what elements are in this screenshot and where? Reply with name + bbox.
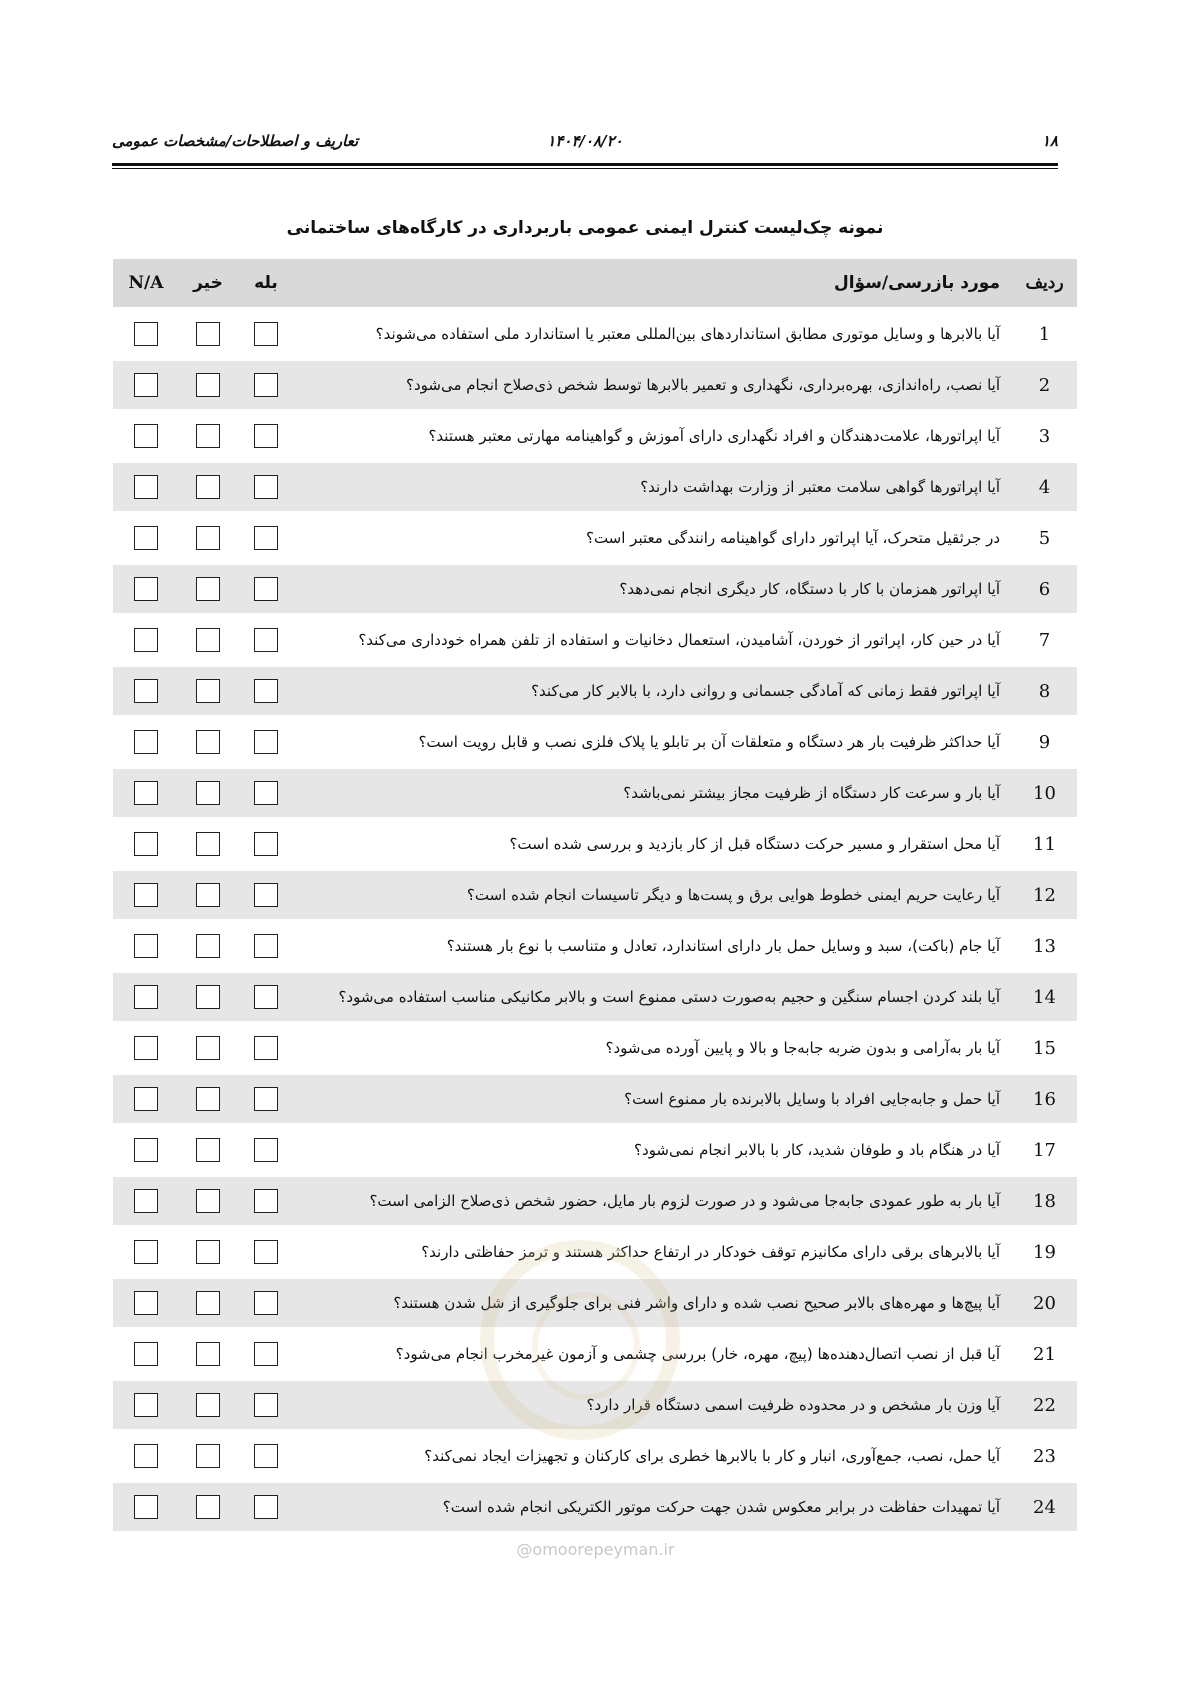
na-checkbox[interactable] xyxy=(134,577,158,601)
yes-cell xyxy=(237,310,295,358)
table-row xyxy=(113,973,1077,1021)
yes-cell xyxy=(237,565,295,613)
no-checkbox[interactable] xyxy=(196,679,220,703)
no-cell xyxy=(179,310,237,358)
row-number: 24 xyxy=(1012,1483,1077,1531)
na-cell xyxy=(113,463,179,511)
question-text: آیا محل استقرار و مسیر حرکت دستگاه قبل از کار بازدید و بررسی شده است؟ xyxy=(509,835,1000,853)
yes-checkbox[interactable] xyxy=(254,1444,278,1468)
yes-cell xyxy=(237,1483,295,1531)
question-text: آیا بار به طور عمودی جابه‌جا می‌شود و در صورت لزوم بار مایل، حضور شخص ذی‌صلاح الزامی است؟ xyxy=(295,1177,1012,1225)
na-checkbox[interactable] xyxy=(134,934,158,958)
no-checkbox[interactable] xyxy=(196,577,220,601)
no-checkbox[interactable] xyxy=(196,1342,220,1366)
no-checkbox[interactable] xyxy=(196,526,220,550)
na-checkbox[interactable] xyxy=(134,628,158,652)
no-cell xyxy=(179,1381,237,1429)
table-row xyxy=(113,718,1077,766)
no-checkbox[interactable] xyxy=(196,424,220,448)
na-cell xyxy=(113,718,179,766)
yes-cell xyxy=(237,1024,295,1072)
no-cell xyxy=(179,769,237,817)
yes-checkbox[interactable] xyxy=(254,934,278,958)
row-number: 21 xyxy=(1033,1343,1056,1365)
row-number: 22 xyxy=(1012,1381,1077,1429)
no-cell xyxy=(179,463,237,511)
table-row xyxy=(113,1024,1077,1072)
question-text: آیا تمهیدات حفاظت در برابر معکوس شدن جهت حرکت موتور الکتریکی انجام شده است؟ xyxy=(295,1483,1012,1531)
table-row xyxy=(113,769,1077,817)
row-number: 3 xyxy=(1038,425,1051,447)
page-number: ۱۸ xyxy=(1041,132,1058,150)
yes-checkbox[interactable] xyxy=(254,1087,278,1111)
row-number: 13 xyxy=(1033,935,1056,957)
na-checkbox[interactable] xyxy=(134,985,158,1009)
question-text: آیا اپراتورها گواهی سلامت معتبر از وزارت بهداشت دارند؟ xyxy=(295,463,1012,511)
table-row xyxy=(113,616,1077,664)
row-number: 6 xyxy=(1012,565,1077,613)
yes-checkbox[interactable] xyxy=(254,883,278,907)
na-cell xyxy=(113,412,179,460)
row-number: 4 xyxy=(1012,463,1077,511)
yes-cell xyxy=(237,1432,295,1480)
table-row xyxy=(113,1432,1077,1480)
table-row xyxy=(113,310,1077,358)
yes-checkbox[interactable] xyxy=(254,1189,278,1213)
no-cell xyxy=(179,718,237,766)
no-cell xyxy=(179,616,237,664)
question-text: آیا بالابرهای برقی دارای مکانیزم توقف خودکار در ارتفاع حداکثر هستند و ترمز حفاظتی دارند؟ xyxy=(421,1243,1000,1261)
yes-checkbox[interactable] xyxy=(254,781,278,805)
no-cell xyxy=(179,565,237,613)
no-cell xyxy=(179,514,237,562)
question-text: آیا حمل و جابه‌جایی افراد با وسایل بالابرنده بار ممنوع است؟ xyxy=(295,1075,1012,1123)
question-text: آیا پیچ‌ها و مهره‌های بالابر صحیح نصب شده و دارای واشر فنی برای جلوگیری از شل شدن هستند؟ xyxy=(295,1279,1012,1327)
no-cell xyxy=(179,1279,237,1327)
page-header xyxy=(112,132,1058,160)
checklist-body xyxy=(113,310,1077,1531)
row-number: 20 xyxy=(1012,1279,1077,1327)
row-number: 12 xyxy=(1012,871,1077,919)
na-cell xyxy=(113,1279,179,1327)
yes-cell xyxy=(237,1228,295,1276)
yes-checkbox[interactable] xyxy=(254,577,278,601)
yes-cell xyxy=(237,769,295,817)
na-cell xyxy=(113,361,179,409)
no-cell xyxy=(179,1432,237,1480)
question-text: آیا جام (باکت)، سبد و وسایل حمل بار دارای استاندارد، تعادل و متناسب با نوع بار هستند؟ xyxy=(446,937,1000,955)
no-checkbox[interactable] xyxy=(196,1495,220,1519)
no-checkbox[interactable] xyxy=(196,322,220,346)
question-text: آیا بلند کردن اجسام سنگین و حجیم به‌صورت دستی ممنوع است و بالابر مکانیکی مناسب استفاده می‌شود؟ xyxy=(295,973,1012,1021)
yes-cell xyxy=(237,616,295,664)
no-checkbox[interactable] xyxy=(196,628,220,652)
na-checkbox[interactable] xyxy=(134,679,158,703)
question-text: آیا حداکثر ظرفیت بار هر دستگاه و متعلقات آن بر تابلو یا پلاک فلزی نصب و قابل رویت است؟ xyxy=(418,733,1000,751)
row-number: 9 xyxy=(1038,731,1051,753)
question-text: آیا بار و سرعت کار دستگاه از ظرفیت مجاز بیشتر نمی‌باشد؟ xyxy=(295,769,1012,817)
yes-checkbox[interactable] xyxy=(254,424,278,448)
no-cell xyxy=(179,361,237,409)
table-row xyxy=(113,1279,1077,1327)
header-date: ۱۴۰۴/۰۸/۲۰ xyxy=(547,132,623,150)
yes-checkbox[interactable] xyxy=(254,1393,278,1417)
na-cell xyxy=(113,922,179,970)
yes-cell xyxy=(237,1381,295,1429)
row-number: 15 xyxy=(1033,1037,1056,1059)
na-cell xyxy=(113,1075,179,1123)
no-checkbox[interactable] xyxy=(196,1138,220,1162)
na-checkbox[interactable] xyxy=(134,1342,158,1366)
na-checkbox[interactable] xyxy=(134,526,158,550)
question-text: در جرثقیل متحرک، آیا اپراتور دارای گواهینامه رانندگی معتبر است؟ xyxy=(585,529,1000,547)
no-checkbox[interactable] xyxy=(196,1393,220,1417)
no-cell xyxy=(179,1330,237,1378)
table-row xyxy=(113,922,1077,970)
yes-checkbox[interactable] xyxy=(254,730,278,754)
header-rule-thin xyxy=(112,168,1058,169)
yes-cell xyxy=(237,412,295,460)
na-cell xyxy=(113,820,179,868)
no-cell xyxy=(179,922,237,970)
question-text: آیا اپراتور فقط زمانی که آمادگی جسمانی و روانی دارد، با بالابر کار می‌کند؟ xyxy=(295,667,1012,715)
row-number: 16 xyxy=(1012,1075,1077,1123)
question-text: آیا قبل از نصب اتصال‌دهنده‌ها (پیچ، مهره، خار) بررسی چشمی و آزمون غیرمخرب انجام می‌شود؟ xyxy=(395,1345,1000,1363)
table-row xyxy=(113,1075,1077,1123)
table-row xyxy=(113,463,1077,511)
na-checkbox[interactable] xyxy=(134,883,158,907)
header-na: N/A xyxy=(113,259,179,307)
row-number: 19 xyxy=(1033,1241,1056,1263)
row-number: 8 xyxy=(1012,667,1077,715)
no-checkbox[interactable] xyxy=(196,1444,220,1468)
no-cell xyxy=(179,871,237,919)
yes-checkbox[interactable] xyxy=(254,1291,278,1315)
na-checkbox[interactable] xyxy=(134,1087,158,1111)
na-cell xyxy=(113,1177,179,1225)
question-text: آیا بالابرها و وسایل موتوری مطابق استانداردهای بین‌المللی معتبر یا استاندارد ملی استفاده می‌شوند؟ xyxy=(375,325,1000,343)
yes-cell xyxy=(237,463,295,511)
row-number: 14 xyxy=(1012,973,1077,1021)
table-row xyxy=(113,667,1077,715)
watermark: @omoorepeyman.ir xyxy=(516,1540,675,1559)
no-cell xyxy=(179,973,237,1021)
no-cell xyxy=(179,820,237,868)
question-text: آیا در حین کار، اپراتور از خوردن، آشامیدن، استعمال دخانیات و استفاده از تلفن همراه خودداری می‌کند؟ xyxy=(358,631,1000,649)
na-cell xyxy=(113,514,179,562)
yes-checkbox[interactable] xyxy=(254,679,278,703)
row-number: 18 xyxy=(1012,1177,1077,1225)
na-checkbox[interactable] xyxy=(134,475,158,499)
no-cell xyxy=(179,1126,237,1174)
no-checkbox[interactable] xyxy=(196,985,220,1009)
no-cell xyxy=(179,1024,237,1072)
yes-cell xyxy=(237,1075,295,1123)
question-text: آیا وزن بار مشخص و در محدوده ظرفیت اسمی دستگاه قرار دارد؟ xyxy=(295,1381,1012,1429)
na-checkbox[interactable] xyxy=(134,781,158,805)
na-checkbox[interactable] xyxy=(134,1189,158,1213)
yes-cell xyxy=(237,667,295,715)
yes-cell xyxy=(237,514,295,562)
na-checkbox[interactable] xyxy=(134,1138,158,1162)
table-row xyxy=(113,514,1077,562)
yes-cell xyxy=(237,718,295,766)
question-text: آیا بار به‌آرامی و بدون ضربه جابه‌جا و بالا و پایین آورده می‌شود؟ xyxy=(605,1039,1000,1057)
checklist-table xyxy=(113,256,1077,1534)
na-cell xyxy=(113,1432,179,1480)
question-text: آیا اپراتور همزمان با کار با دستگاه، کار دیگری انجام نمی‌دهد؟ xyxy=(295,565,1012,613)
yes-cell xyxy=(237,922,295,970)
yes-checkbox[interactable] xyxy=(254,475,278,499)
table-row xyxy=(113,1381,1077,1429)
na-cell xyxy=(113,565,179,613)
yes-checkbox[interactable] xyxy=(254,1495,278,1519)
na-checkbox[interactable] xyxy=(134,1393,158,1417)
no-checkbox[interactable] xyxy=(196,373,220,397)
no-checkbox[interactable] xyxy=(196,1189,220,1213)
na-cell xyxy=(113,1228,179,1276)
table-header-row xyxy=(113,259,1077,307)
na-checkbox[interactable] xyxy=(134,424,158,448)
question-text: آیا رعایت حریم ایمنی خطوط هوایی برق و پست‌ها و دیگر تاسیسات انجام شده است؟ xyxy=(295,871,1012,919)
no-cell xyxy=(179,1075,237,1123)
na-cell xyxy=(113,871,179,919)
no-checkbox[interactable] xyxy=(196,1036,220,1060)
na-cell xyxy=(113,667,179,715)
no-checkbox[interactable] xyxy=(196,832,220,856)
yes-cell xyxy=(237,973,295,1021)
na-checkbox[interactable] xyxy=(134,832,158,856)
no-checkbox[interactable] xyxy=(196,1291,220,1315)
yes-cell xyxy=(237,1126,295,1174)
yes-checkbox[interactable] xyxy=(254,628,278,652)
yes-checkbox[interactable] xyxy=(254,1342,278,1366)
na-cell xyxy=(113,1381,179,1429)
na-cell xyxy=(113,973,179,1021)
chapter-title: تعاریف و اصطلاحات/مشخصات عمومی xyxy=(112,132,359,150)
yes-checkbox[interactable] xyxy=(254,322,278,346)
yes-checkbox[interactable] xyxy=(254,1036,278,1060)
na-checkbox[interactable] xyxy=(134,1240,158,1264)
table-row xyxy=(113,1483,1077,1531)
no-cell xyxy=(179,1483,237,1531)
question-text: آیا حمل، نصب، جمع‌آوری، انبار و کار با بالابرها خطری برای کارکنان و تجهیزات ایجاد نمی‌کند؟ xyxy=(424,1447,1000,1465)
no-checkbox[interactable] xyxy=(196,730,220,754)
no-cell xyxy=(179,1228,237,1276)
header-yes: بله xyxy=(237,259,295,307)
table-row xyxy=(113,1228,1077,1276)
yes-checkbox[interactable] xyxy=(254,1138,278,1162)
na-cell xyxy=(113,1483,179,1531)
yes-cell xyxy=(237,1330,295,1378)
table-row xyxy=(113,1330,1077,1378)
table-row xyxy=(113,1177,1077,1225)
row-number: 11 xyxy=(1033,833,1056,855)
question-text: آیا در هنگام باد و طوفان شدید، کار با بالابر انجام نمی‌شود؟ xyxy=(634,1141,1000,1159)
yes-cell xyxy=(237,1177,295,1225)
row-number: 17 xyxy=(1033,1139,1056,1161)
table-row xyxy=(113,412,1077,460)
no-cell xyxy=(179,667,237,715)
row-number: 5 xyxy=(1038,527,1051,549)
yes-checkbox[interactable] xyxy=(254,832,278,856)
na-checkbox[interactable] xyxy=(134,1291,158,1315)
no-checkbox[interactable] xyxy=(196,883,220,907)
header-no: خیر xyxy=(179,259,237,307)
table-row xyxy=(113,820,1077,868)
row-number: 7 xyxy=(1038,629,1051,651)
no-checkbox[interactable] xyxy=(196,781,220,805)
row-number: 1 xyxy=(1038,323,1051,345)
yes-checkbox[interactable] xyxy=(254,373,278,397)
yes-cell xyxy=(237,361,295,409)
na-cell xyxy=(113,1126,179,1174)
no-checkbox[interactable] xyxy=(196,1240,220,1264)
row-number: 10 xyxy=(1012,769,1077,817)
no-cell xyxy=(179,412,237,460)
table-row xyxy=(113,565,1077,613)
na-checkbox[interactable] xyxy=(134,1036,158,1060)
no-checkbox[interactable] xyxy=(196,475,220,499)
header-question: مورد بازرسی/سؤال xyxy=(295,259,1012,307)
yes-checkbox[interactable] xyxy=(254,985,278,1009)
yes-cell xyxy=(237,820,295,868)
table-row xyxy=(113,1126,1077,1174)
header-rule-thick xyxy=(112,163,1058,166)
yes-checkbox[interactable] xyxy=(254,526,278,550)
no-checkbox[interactable] xyxy=(196,1087,220,1111)
na-checkbox[interactable] xyxy=(134,322,158,346)
row-number: 2 xyxy=(1012,361,1077,409)
row-number: 23 xyxy=(1033,1445,1056,1467)
header-row-number: ردیف xyxy=(1012,259,1077,307)
yes-cell xyxy=(237,871,295,919)
table-row xyxy=(113,361,1077,409)
no-checkbox[interactable] xyxy=(196,934,220,958)
no-cell xyxy=(179,1177,237,1225)
yes-cell xyxy=(237,1279,295,1327)
na-checkbox[interactable] xyxy=(134,730,158,754)
na-cell xyxy=(113,769,179,817)
na-checkbox[interactable] xyxy=(134,1444,158,1468)
na-checkbox[interactable] xyxy=(134,1495,158,1519)
question-text: آیا نصب، راه‌اندازی، بهره‌برداری، نگهداری و تعمیر بالابرها توسط شخص ذی‌صلاح انجام می‌شود؟ xyxy=(295,361,1012,409)
na-cell xyxy=(113,1024,179,1072)
table-row xyxy=(113,871,1077,919)
na-cell xyxy=(113,1330,179,1378)
question-text: آیا اپراتورها، علامت‌دهندگان و افراد نگهداری دارای آموزش و گواهینامه مهارتی معتبر هستند؟ xyxy=(428,427,1000,445)
na-cell xyxy=(113,616,179,664)
yes-checkbox[interactable] xyxy=(254,1240,278,1264)
na-checkbox[interactable] xyxy=(134,373,158,397)
na-cell xyxy=(113,310,179,358)
checklist-title: نمونه چک‌لیست کنترل ایمنی عمومی باربرداری در کارگاه‌های ساختمانی xyxy=(286,218,884,238)
